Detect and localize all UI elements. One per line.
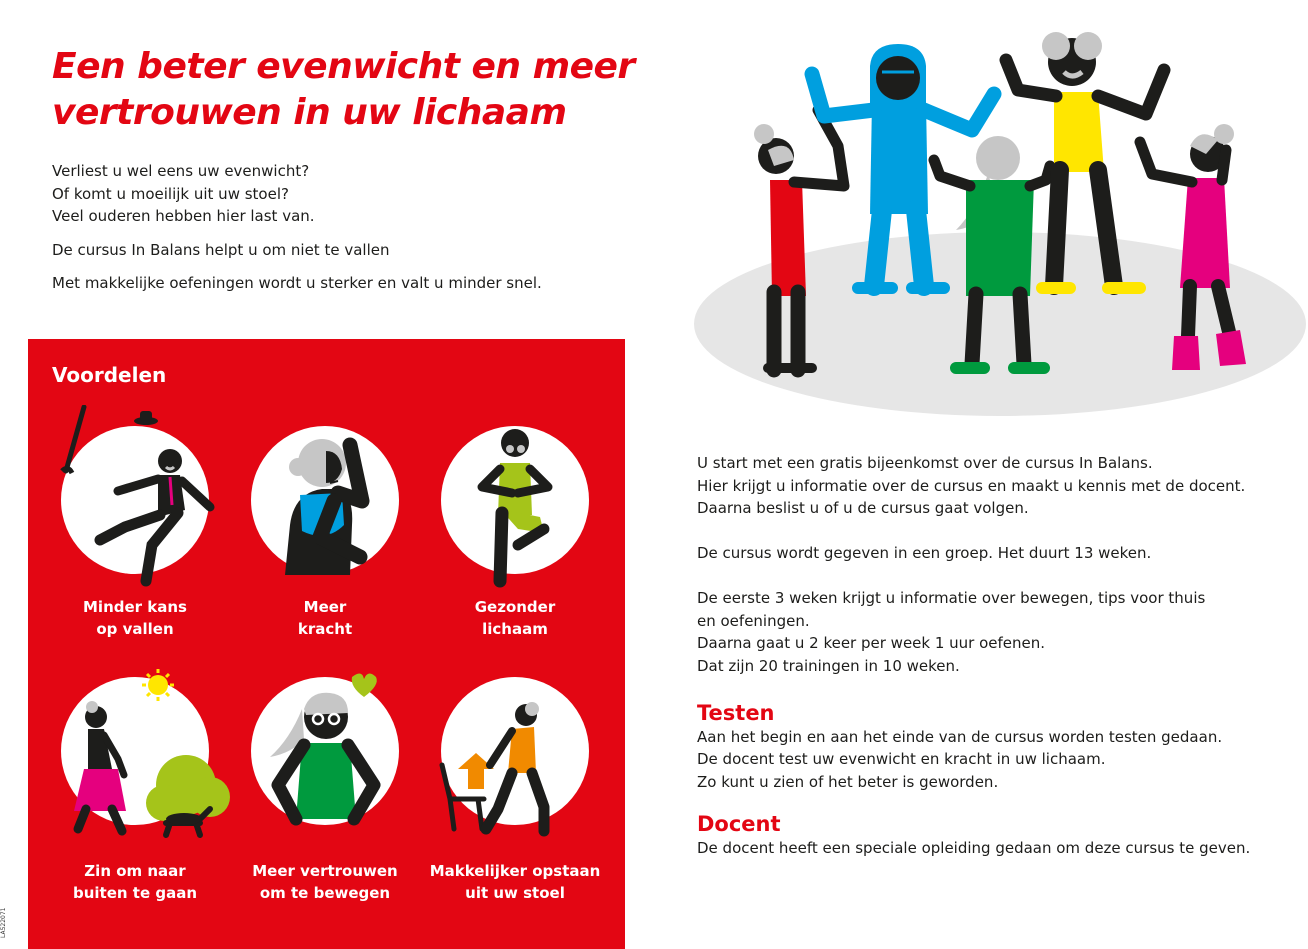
testen-heading: Testen: [697, 700, 775, 725]
intro-line: Veel ouderen hebben hier last van.: [52, 207, 315, 225]
intro-paragraph: De cursus In Balans helpt u om niet te vallen: [52, 240, 390, 259]
benefit-item: [420, 405, 610, 640]
standing-up-chair-icon: [420, 669, 610, 859]
benefit-label: Makkelijker opstaan uit uw stoel: [429, 862, 601, 902]
document-code: LA522071: [0, 907, 7, 938]
voordelen-title: Voordelen: [52, 363, 167, 387]
intro-text: [52, 160, 652, 306]
intro-line: Verliest u wel eens uw evenwicht?: [52, 162, 310, 180]
benefit-item: [40, 405, 230, 640]
confident-person-icon: [230, 669, 420, 859]
benefit-item: [420, 669, 610, 904]
benefit-item: [230, 669, 420, 904]
docent-heading: Docent: [697, 812, 781, 836]
docent-text: De docent heeft een speciale opleiding gedaan om deze cursus te geven.: [697, 839, 1251, 857]
info-paragraph: De eerste 3 weken krijgt u informatie over bewegen, tips voor thuis en oefeningen. Daarna gaat u 2 keer per week 1 uur oefenen. Dat zijn 20 trainingen in 10 weken.: [697, 589, 1206, 675]
intro-line: Of komt u moeilijk uit uw stoel?: [52, 184, 289, 203]
walking-outdoors-icon: [40, 669, 230, 859]
benefit-item: [40, 669, 230, 904]
benefit-label: Meer vertrouwen om te bewegen: [252, 862, 398, 902]
benefit-label: Meer kracht: [297, 598, 353, 638]
falling-person-icon: [40, 405, 230, 595]
course-info: [697, 452, 1297, 878]
benefit-label: Gezonder lichaam: [474, 598, 556, 638]
yoga-pose-icon: [420, 405, 610, 595]
info-paragraph: U start met een gratis bijeenkomst over de cursus In Balans. Hier krijgt u informatie over de cursus en maakt u kennis met de docent. Daarna beslist u of u de cursus gaat volgen.: [697, 454, 1246, 517]
benefit-label: Minder kans op vallen: [83, 598, 187, 638]
flexing-arm-icon: [230, 405, 420, 595]
voordelen-panel: [28, 339, 625, 949]
testen-text: Aan het begin en aan het einde van de cursus worden testen gedaan. De docent test uw evenwicht en kracht in uw lichaam. Zo kunt u zien of het beter is geworden.: [697, 727, 1223, 791]
page-title: Een beter evenwicht en meer vertrouwen in uw lichaam: [52, 46, 635, 133]
benefit-item: [230, 405, 420, 640]
benefit-label: Zin om naar buiten te gaan: [72, 862, 198, 902]
intro-paragraph: Met makkelijke oefeningen wordt u sterker en valt u minder snel.: [52, 274, 542, 292]
group-exercise-illustration: [694, 30, 1308, 420]
info-paragraph: De cursus wordt gegeven in een groep. Het duurt 13 weken.: [697, 544, 1152, 562]
